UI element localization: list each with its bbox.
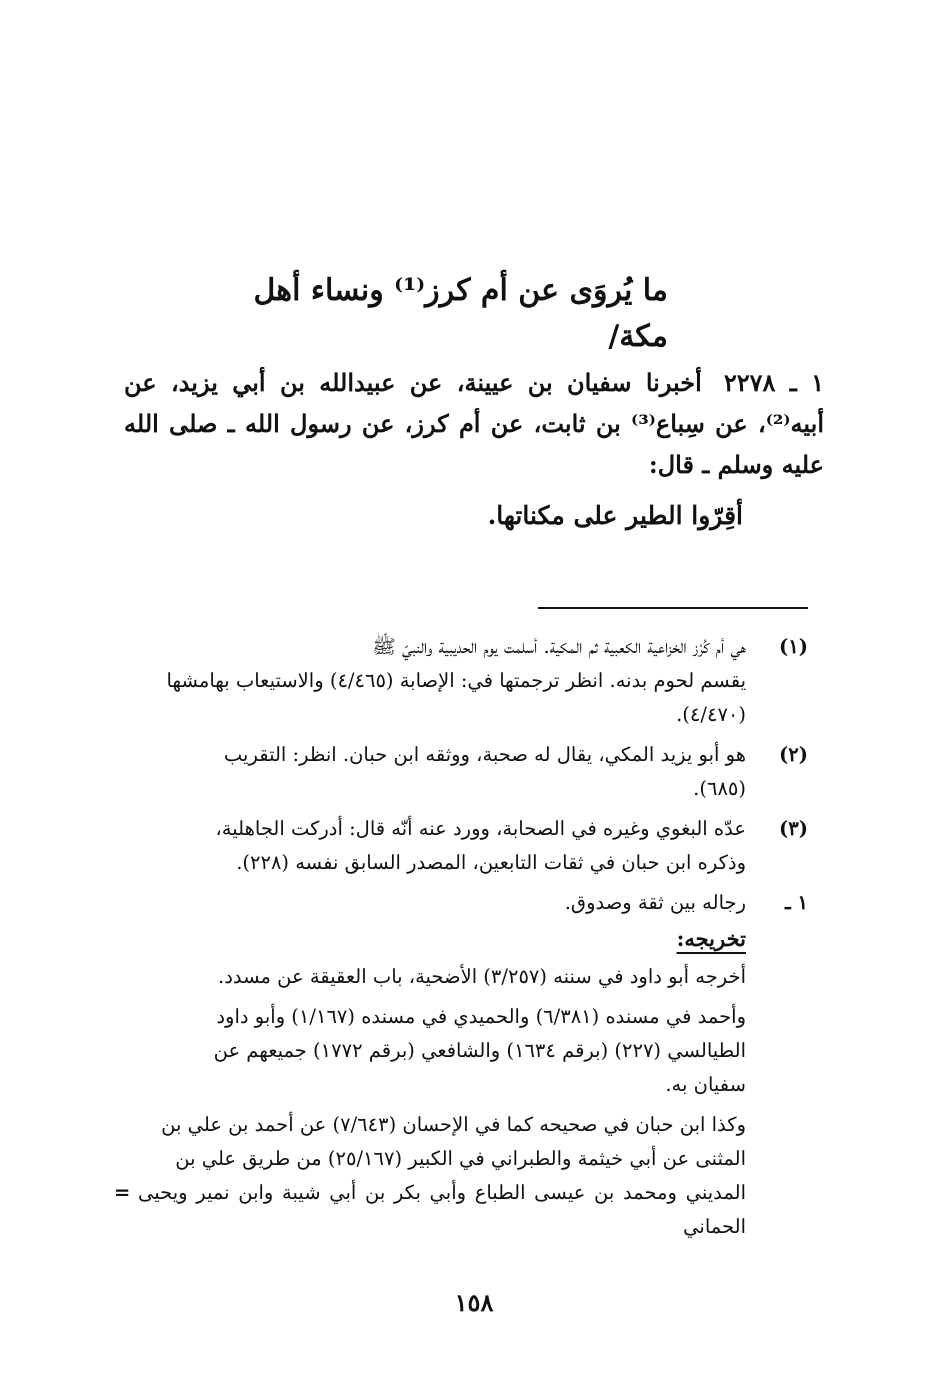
takhrij-line: سفيان به. (665, 1073, 746, 1096)
takhrij-line: وأحمد في مسنده (٦/٣٨١) والحميدي في مسنده (١/١٦٧) وأبو داود (216, 1005, 746, 1028)
footnote-line: (٤/٤٧٠). (676, 703, 746, 726)
footnote-mark: ١ ـ (785, 891, 808, 914)
footnote-line: هو أبو يزيد المكي، يقال له صحبة، ووثقه ابن حبان. انظر: التقريب (223, 743, 746, 766)
takhrij-line: أخرجه أبو داود في سننه (٣/٢٥٧) الأضحية، باب العقيقة عن مسدد. (218, 965, 746, 988)
hadith-number: ١ ـ ٢٢٧٨ (723, 368, 824, 397)
section-title (228, 268, 668, 360)
takhrij-line: المثنى عن أبي خيثمة والطبراني في الكبير (٢٥/١٦٧) من طريق علي بن (175, 1147, 746, 1170)
page-number: ١٥٨ (454, 1288, 494, 1317)
footnote (138, 812, 808, 880)
continuation-mark: = (114, 1181, 131, 1204)
footnote-hadith-grading (138, 886, 808, 920)
footnote-divider (538, 607, 808, 609)
footnotes-section (114, 630, 808, 1250)
footnote-line: هي أم كُرْز الخزاعية الكعبية ثم المكية. أسلمت يوم الحديبية والنبيّ ﷺ (372, 635, 746, 658)
footnote-line: وذكره ابن حبان في ثقات التابعين، المصدر السابق نفسه (٢٢٨). (236, 851, 746, 874)
footnote-mark: (١) (779, 635, 808, 658)
takhrij-line-text: المديني ومحمد بن عيسى الطباع وأبي بكر بن أبي شيبة وابن نمير ويحيى الحماني (138, 1181, 746, 1238)
takhrij-paragraph (138, 960, 808, 994)
takhrij-paragraph (114, 1108, 808, 1244)
hadith-isnad: أخبرنا سفيان بن عيينة، عن عبيدالله بن أبي يزيد، عن أبيه⁽²⁾، عن سِباع⁽³⁾ بن ثابت، عن أم كرز، عن رسول الله ـ صلى الله عليه وسلم ـ قال: (124, 368, 825, 479)
hadith-text (124, 362, 824, 485)
footnote-line: (٦٨٥). (693, 777, 746, 800)
hadith-matn: أقِرّوا الطير على مكناتها. (487, 501, 743, 530)
section-title-line-2: مكة/ (608, 319, 668, 354)
footnote (138, 630, 808, 732)
takhrij-paragraph (138, 1000, 808, 1102)
footnote-mark: (٢) (779, 743, 808, 766)
takhrij-line (114, 1176, 746, 1244)
takhrij-line: الطيالسي (٢٢٧) (برقم ١٦٣٤) والشافعي (برقم ١٧٧٢) جميعهم عن (213, 1039, 746, 1062)
takhrij-heading: تخريجه: (676, 926, 746, 951)
section-title-line-1: ما يُروَى عن أم كرز⁽¹⁾ ونساء أهل (253, 273, 668, 308)
footnote-line: رجاله بين ثقة وصدوق. (564, 891, 746, 914)
takhrij-line: وكذا ابن حبان في صحيحه كما في الإحسان (٧/٦٤٣) عن أحمد بن علي بن (161, 1113, 746, 1136)
footnote-line: يقسم لحوم بدنه. انظر ترجمتها في: الإصابة (٤/٤٦٥) والاستيعاب بهامشها (166, 669, 746, 692)
footnote-line: عدّه البغوي وغيره في الصحابة، وورد عنه أنّه قال: أدركت الجاهلية، (215, 817, 746, 840)
footnote-mark: (٣) (779, 817, 808, 840)
footnote (138, 738, 808, 806)
